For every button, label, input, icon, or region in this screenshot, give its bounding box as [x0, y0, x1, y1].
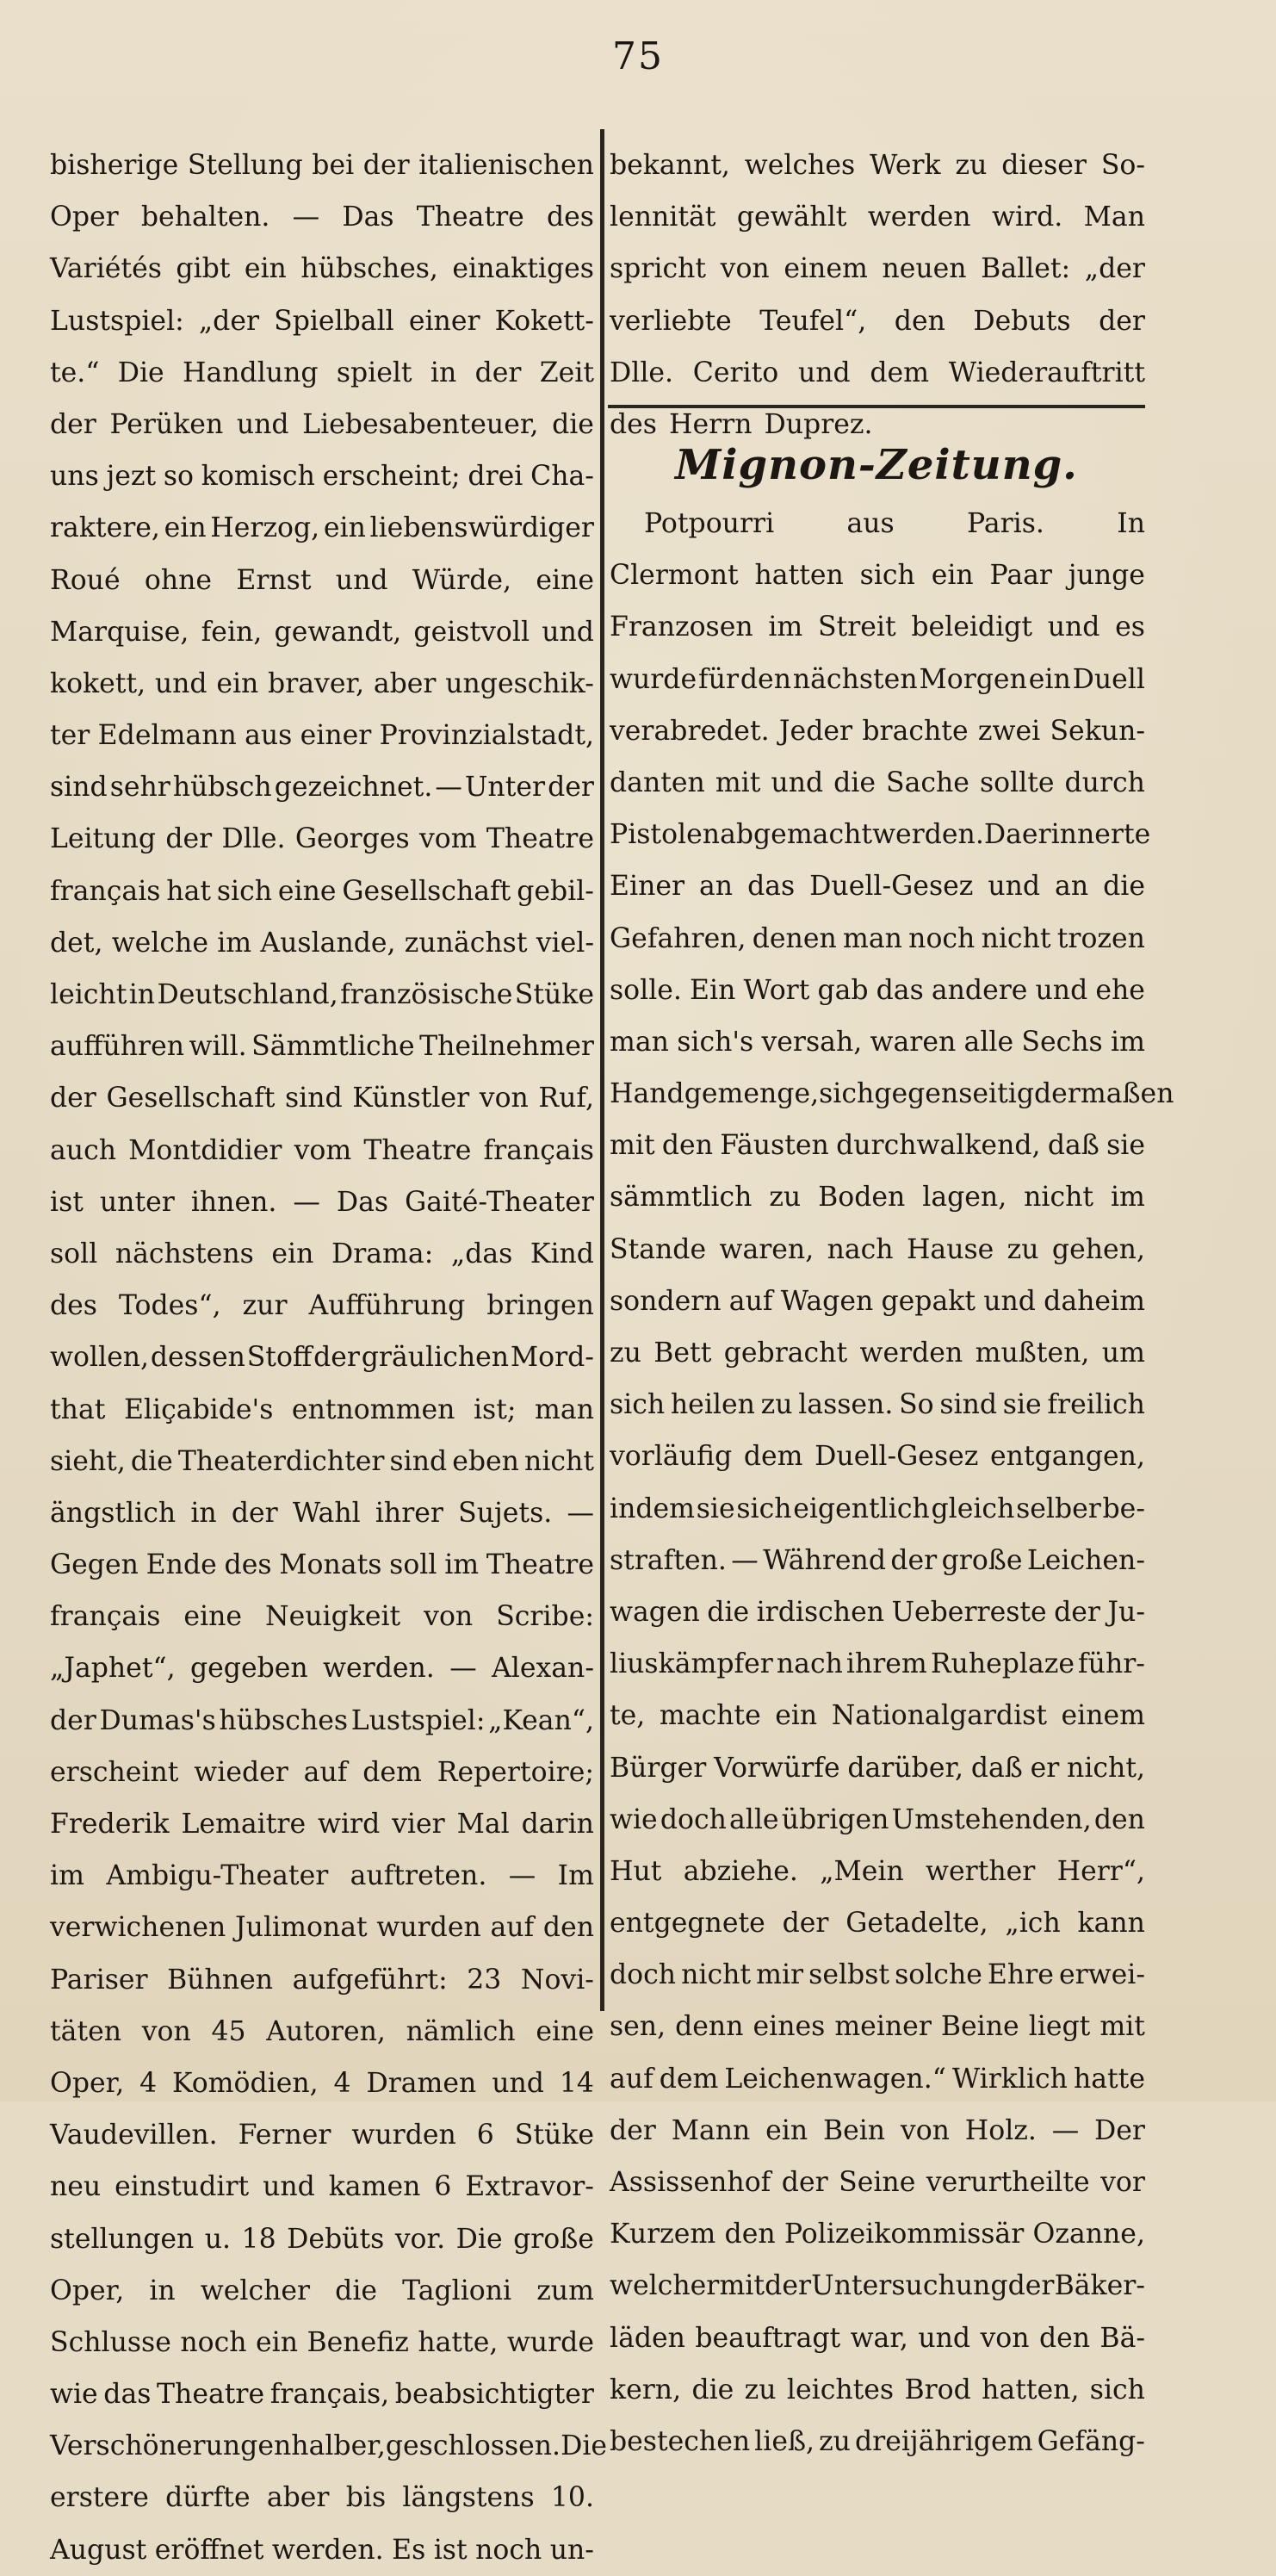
- text-line: verwichenen Julimonat wurden auf den: [50, 1912, 594, 1944]
- text-line: vorläufig dem Duell-Gesez entgangen,: [610, 1441, 1145, 1473]
- text-line: spricht von einem neuen Ballet: „der: [610, 253, 1145, 285]
- text-line: sich heilen zu lassen. So sind sie freilich: [610, 1389, 1145, 1421]
- text-line: ängstlich in der Wahl ihrer Sujets. —: [50, 1497, 594, 1529]
- text-line: Handgemenge, sich gegenseitig dermaßen: [610, 1078, 1174, 1110]
- text-line: läden beauftragt war, und von den Bä-: [610, 2322, 1145, 2354]
- text-line: indem sie sich eigentlich gleich selber be-: [610, 1493, 1145, 1524]
- text-line: Einer an das Duell-Gesez und an die: [610, 871, 1145, 903]
- text-line: der Dumas's hübsches Lustspiel: „Kean“,: [50, 1704, 594, 1736]
- text-line: soll nächstens ein Drama: „das Kind: [50, 1238, 594, 1269]
- text-line: täten von 45 Autoren, nämlich eine: [50, 2015, 594, 2047]
- text-line: zu Bett gebracht werden mußten, um: [610, 1338, 1145, 1369]
- text-line: uns jezt so komisch erscheint; drei Cha-: [50, 461, 594, 493]
- text-line: wie doch alle übrigen Umstehenden, den: [610, 1803, 1145, 1835]
- text-line: stellungen u. 18 Debüts vor. Die große: [50, 2223, 594, 2255]
- text-line: Bürger Vorwürfe darüber, daß er nicht,: [610, 1752, 1145, 1784]
- text-line: doch nicht mir selbst solche Ehre erwei-: [610, 1959, 1145, 1991]
- text-line: Potpourri aus Paris. In: [644, 508, 1145, 539]
- text-line: Lustspiel: „der Spielball einer Kokett-: [50, 305, 594, 337]
- text-line: wollen, dessen Stoff der gräulichen Mord-: [50, 1342, 594, 1374]
- text-line: bisherige Stellung bei der italienischen: [50, 150, 594, 181]
- text-line: aufführen will. Sämmtliche Theilnehmer: [50, 1031, 594, 1063]
- text-line: Kurzem den Polizeikommissär Ozanne,: [610, 2219, 1145, 2250]
- text-line: im Ambigu-Theater auftreten. — Im: [50, 1860, 594, 1892]
- text-line: Dlle. Cerito und dem Wiederauftritt: [610, 357, 1145, 388]
- text-line: verabredet. Jeder brachte zwei Sekun-: [610, 715, 1145, 747]
- text-line: entgegnete der Getadelte, „ich kann: [610, 1908, 1145, 1940]
- text-line: der Mann ein Bein von Holz. — Der: [610, 2114, 1145, 2146]
- text-line: ist unter ihnen. — Das Gaité-Theater: [50, 1186, 594, 1218]
- text-line: erscheint wieder auf dem Repertoire;: [50, 1756, 594, 1788]
- text-line: danten mit und die Sache sollte durch: [610, 767, 1145, 798]
- page-number: 75: [612, 34, 664, 78]
- text-line: Pariser Bühnen aufgeführt: 23 Novi-: [50, 1964, 594, 1996]
- text-line: man sich's versah, waren alle Sechs im: [610, 1026, 1145, 1058]
- column-divider: [600, 129, 604, 2011]
- text-line: der Gesellschaft sind Künstler von Ruf,: [50, 1083, 594, 1114]
- text-line: sind sehr hübsch gezeichnet. — Unter der: [50, 772, 594, 804]
- text-line: Gefahren, denen man noch nicht trozen: [610, 922, 1145, 954]
- text-line: erstere dürfte aber bis längstens 10.: [50, 2482, 594, 2514]
- text-line: Oper behalten. — Das Theatre des: [50, 202, 594, 233]
- section-title: Mignon-Zeitung.: [675, 441, 1078, 489]
- text-line: Franzosen im Streit beleidigt und es: [610, 611, 1145, 643]
- text-line: sämmtlich zu Boden lagen, nicht im: [610, 1182, 1145, 1214]
- text-line: der Perüken und Liebesabenteuer, die: [50, 408, 594, 440]
- text-line: Oper, in welcher die Taglioni zum: [50, 2275, 594, 2306]
- text-line: kokett, und ein braver, aber ungeschik-: [50, 667, 594, 699]
- right-column-body: [610, 498, 1174, 2467]
- text-line: Verschönerungen halber, geschlossen. Die: [50, 2430, 608, 2462]
- text-line: Pistolen abgemacht werden. Da erinnerte: [610, 819, 1151, 851]
- text-line: mit den Fäusten durchwalkend, daß sie: [610, 1130, 1145, 1162]
- text-line: wurde für den nächsten Morgen ein Duell: [610, 663, 1145, 695]
- right-column-top: [610, 140, 1145, 450]
- text-line: Hut abziehe. „Mein werther Herr“,: [610, 1855, 1145, 1887]
- text-line: te.“ Die Handlung spielt in der Zeit: [50, 357, 594, 388]
- text-line: auch Montdidier vom Theatre français: [50, 1134, 594, 1166]
- text-line: wagen die irdischen Ueberreste der Ju-: [610, 1596, 1145, 1628]
- text-line: det, welche im Auslande, zunächst viel-: [50, 927, 594, 959]
- text-line: Clermont hatten sich ein Paar junge: [610, 560, 1145, 592]
- text-line: Leitung der Dlle. Georges vom Theatre: [50, 823, 594, 855]
- text-line: sondern auf Wagen gepakt und daheim: [610, 1285, 1145, 1317]
- text-line: auf dem Leichenwagen.“ Wirklich hatte: [610, 2063, 1145, 2095]
- text-line: Roué ohne Ernst und Würde, eine: [50, 564, 594, 596]
- text-line: solle. Ein Wort gab das andere und ehe: [610, 974, 1145, 1006]
- text-line: Frederik Lemaitre wird vier Mal darin: [50, 1809, 594, 1840]
- section-rule: [608, 405, 1145, 408]
- text-line: Stande waren, nach Hause zu gehen,: [610, 1233, 1145, 1265]
- left-column: [50, 140, 608, 2576]
- text-line: Gegen Ende des Monats soll im Theatre: [50, 1549, 594, 1581]
- text-line: August eröffnet werden. Es ist noch un-: [50, 2534, 594, 2566]
- text-line: kern, die zu leichtes Brod hatten, sich: [610, 2374, 1145, 2405]
- text-line: Assissenhof der Seine verurtheilte vor: [610, 2167, 1145, 2198]
- text-line: français eine Neuigkeit von Scribe:: [50, 1601, 594, 1633]
- text-line: sieht, die Theaterdichter sind eben nicht: [50, 1445, 594, 1477]
- text-line: Variétés gibt ein hübsches, einaktiges: [50, 253, 594, 285]
- text-line: Vaudevillen. Ferner wurden 6 Stüke: [50, 2120, 594, 2151]
- text-line: welcher mit der Untersuchung der Bäker-: [610, 2270, 1145, 2302]
- text-line: bestechen ließ, zu dreijährigem Gefäng-: [610, 2425, 1145, 2457]
- text-line: liuskämpfer nach ihrem Ruheplaze führ-: [610, 1648, 1145, 1680]
- text-line: straften. — Während der große Leichen-: [610, 1544, 1145, 1576]
- text-line: neu einstudirt und kamen 6 Extravor-: [50, 2171, 594, 2203]
- text-line: that Eliçabide's entnommen ist; man: [50, 1394, 594, 1425]
- text-line: wie das Theatre français, beabsichtigter: [50, 2379, 594, 2411]
- text-line: sen, denn eines meiner Beine liegt mit: [610, 2011, 1145, 2043]
- text-line: Schlusse noch ein Benefiz hatte, wurde: [50, 2326, 594, 2358]
- text-line: lennität gewählt werden wird. Man: [610, 202, 1145, 233]
- text-line: bekannt, welches Werk zu dieser So-: [610, 150, 1145, 181]
- text-line: Oper, 4 Komödien, 4 Dramen und 14: [50, 2067, 594, 2099]
- text-line: des Todes“, zur Aufführung bringen: [50, 1290, 594, 1322]
- text-line: Marquise, fein, gewandt, geistvoll und: [50, 616, 594, 648]
- text-line: français hat sich eine Gesellschaft gebil-: [50, 875, 594, 907]
- text-line: des Herrn Duprez.: [610, 408, 873, 440]
- text-line: raktere, ein Herzog, ein liebenswürdiger: [50, 512, 594, 544]
- text-line: „Japhet“, gegeben werden. — Alexan-: [50, 1653, 594, 1685]
- text-line: ter Edelmann aus einer Provinzialstadt,: [50, 720, 594, 752]
- text-line: leicht in Deutschland, französische Stüke: [50, 979, 594, 1010]
- text-line: te, machte ein Nationalgardist einem: [610, 1700, 1145, 1732]
- text-line: verliebte Teufel“, den Debuts der: [610, 305, 1145, 337]
